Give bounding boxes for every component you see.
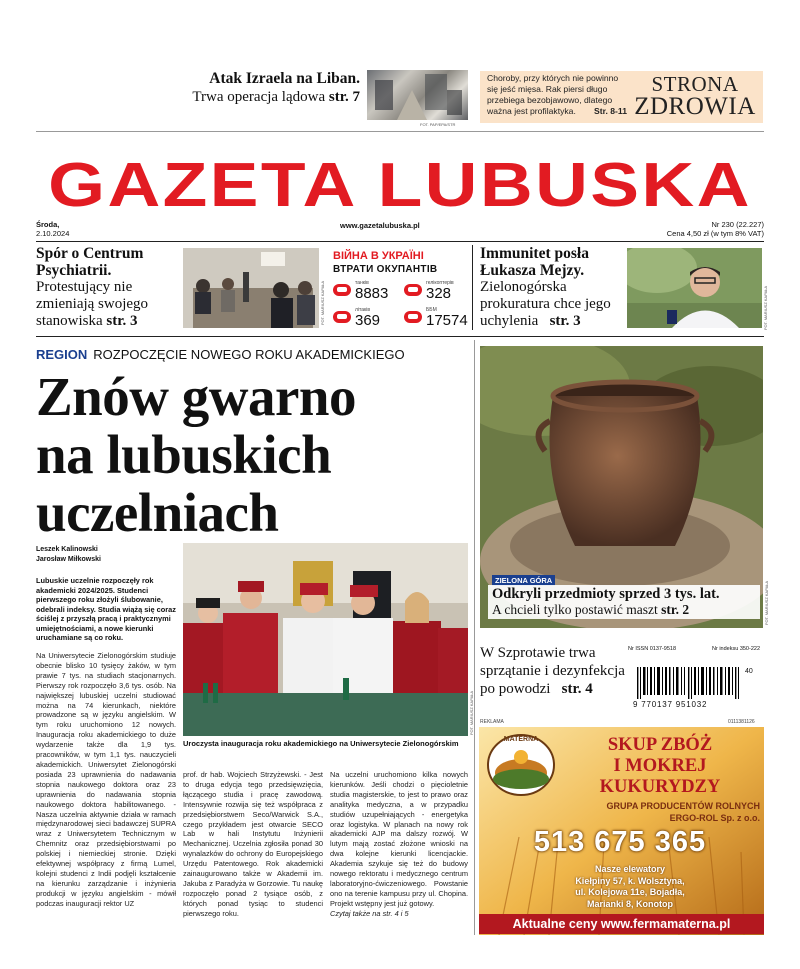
article-column-3: Na uczelni uruchomiono kilka nowych kierunków. Jeśli chodzi o pięcioletnie studia magisterskie, to jest to prawo oraz analityka medyczna, a w przypadku studiów uzupełniających - energetyka oraz logistyka. W planach na nowy rok akademicki AJP ma dalszy rozwój. W lutym mają zostać złożone wnioski na dwa kolejne kierunki licencjackie. Akademia szykuje się też do budowy nowego rektoratu i medycznego centrum laboratoryjno-ćwiczeniowego. Powstanie ono na terenie kampusu przy ul. Chopina. Projekt wstępny jest już gotowy. Czytaj także na str. 4 i 5 xyxy=(330,770,468,918)
top-divider xyxy=(36,131,764,132)
zg-page-ref: str. 2 xyxy=(661,602,690,617)
article-column-1: Na Uniwersytecie Zielonogórskim studiuje obecnie blisko 10 tysięcy żaków, w tym prawie 7 tys. na studiach stacjonarnych. Pierwszy rok rozpoczęło 3,6 tys. osób. Na największej lubuskiej uczelni studiować można na 74 kierunkach, niektóre prowadzone są w języku angielskim. W tym roku uruchomiono 12 nowych. Inauguracja roku akademickiego to duże wydarzenie także dla 1,9 tys. pracowników, w tym 1,1 tys. nauczycieli akademickich. Uniwersytet Zielonogórski posiada 23 uprawnienia do nadawania stopnia naukowego doktora oraz 23 uprawnienia do nadawania stopnia naukowego doktora habilitowanego. - Nasza uczelnia aktywnie działa w ramach międzynarodowej sieci badawczej SUPRA wraz z Uniwersytetem Technicznym w Chemnitz oraz przedsiębiorstwami po polskiej i niemieckiej stronie. Dzięki efektywnej współpracy z firmą Lumel, kolejni studenci z Indii podjęli kształcenie na kierunku zarządzanie i inżynieria produkcji w języku angielskim - mówił podczas inauguracji rektor UZ xyxy=(36,651,176,908)
story2-page-ref: str. 3 xyxy=(549,313,581,329)
war-stat-tanks: танків 8883 xyxy=(333,280,388,301)
war-stat-helicopters: гелікоптерів 328 xyxy=(404,280,454,301)
website-link[interactable]: www.gazetalubuska.pl xyxy=(340,221,420,230)
row-divider xyxy=(36,336,764,337)
masthead-logo[interactable]: GAZETA LUBUSKA xyxy=(48,151,752,220)
teaser-israel[interactable] xyxy=(150,70,360,106)
column-divider xyxy=(474,340,475,935)
armored-vehicle-icon xyxy=(404,311,422,323)
issn: Nr ISSN 0137-9518 xyxy=(628,646,676,652)
ad-label: REKLAMA xyxy=(480,719,504,725)
barcode xyxy=(637,667,743,699)
war-subtitle: ВТРАТИ ОКУПАНТІВ xyxy=(333,264,438,275)
ad-locations: Nasze elewatory Kiełpiny 57, k. Wolsztyna, ul. Kolejowa 11e, Bojadła, Marianki 8, Konotop xyxy=(575,864,685,909)
zielona-gora-tag: ZIELONA GÓRA xyxy=(492,575,555,586)
teaser-page-ref: str. 7 xyxy=(328,89,360,105)
ceremony-illustration xyxy=(183,543,468,736)
region-label: REGION ROZPOCZĘCIE NOWEGO ROKU AKADEMICKIEGO xyxy=(36,347,405,362)
inauguration-photo[interactable] xyxy=(183,543,468,736)
ad-prices-link[interactable]: Aktualne ceny www.fermamaterna.pl xyxy=(479,914,764,934)
story-divider xyxy=(472,245,473,330)
index-number: Nr indeksu 350-222 xyxy=(712,646,761,652)
story-mejza[interactable]: Immunitet posła Łukasza Mejzy. Zielonogórska prokuratura chce jego uchylenia str. 3 xyxy=(480,245,611,329)
story1-page-ref: str. 3 xyxy=(106,313,138,329)
story-sprotawa[interactable]: W Szprotawie trwa sprzątanie i dezynfekcja po powodzi str. 4 xyxy=(480,645,625,697)
teaser-text: Trwa operacja lądowa str. 7 xyxy=(192,89,360,105)
mejza-photo-credit: FOT. MARIUSZ KAPAŁA xyxy=(763,285,768,330)
war-stat-planes: літаків 369 xyxy=(333,307,380,328)
teaser-title: Atak Izraela na Liban. xyxy=(209,70,360,87)
barcode-edition: 40 xyxy=(745,668,753,675)
barcode-graphic xyxy=(637,667,743,699)
war-title: ВІЙНА В УКРАЇНІ xyxy=(333,250,424,262)
tank-icon xyxy=(333,284,351,296)
story-psychiatry[interactable]: Spór o Centrum Psychiatrii. Protestujący nie zmieniają swojego stanowiska str. 3 xyxy=(36,245,149,329)
health-page-ref: Str. 8-11 xyxy=(594,106,627,116)
ad-title: SKUP ZBÓŻ I MOKREJ KUKURYDZY xyxy=(599,735,721,797)
materna-logo xyxy=(486,733,556,797)
plane-icon xyxy=(333,311,351,323)
meeting-photo-credit: FOT. MARIUSZ KAPAŁA xyxy=(320,280,325,325)
portrait-illustration xyxy=(627,248,762,328)
health-teaser-text: Choroby, przy których nie powinno się jeść mięsa. Rak piersi długo przebiega bezobjawowo, dlatego ważna jest profilaktyka. Str. 8-11 xyxy=(487,73,627,116)
authors: Leszek Kalinowski Jarosław Miłkowski xyxy=(36,546,101,563)
zielona-gora-story[interactable]: Odkryli przedmioty sprzed 3 tys. lat. A chcieli tylko postawić maszt str. 2 xyxy=(488,585,760,619)
materna-brand: MATERNA xyxy=(503,736,539,743)
issue-info: Nr 230 (22.227) Cena 4,50 zł (w tym 8% VAT) xyxy=(666,220,764,238)
inauguration-photo-credit: FOT. MARIUSZ KAPAŁA xyxy=(469,690,474,735)
meeting-photo[interactable] xyxy=(183,248,319,328)
teaser-photo-credit: FOT. PAP/EPA/STR xyxy=(420,122,456,127)
barcode-digits: 9 770137 951032 xyxy=(633,700,708,709)
masthead-divider xyxy=(36,241,764,242)
ad-code: 0111381126 xyxy=(728,719,755,725)
issue-date: Środa, 2.10.2024 xyxy=(36,220,70,238)
photo-caption: Uroczysta inauguracja roku akademickiego na Uniwersytecie Zielonogórskim xyxy=(183,739,459,748)
helicopter-icon xyxy=(404,284,422,296)
meeting-illustration xyxy=(183,248,319,328)
sprotawa-page-ref: str. 4 xyxy=(561,681,593,697)
war-stat-armored: ББМ 17574 xyxy=(404,307,468,328)
article-column-2: prof. dr hab. Wojciech Strzyżewski. - Jest to druga edycja tego przedsięwzięcia, łączącego studia i pracę zawodową. Intensywnie rozwija się też współpraca z przedsiębiorstwem Seco/Warwick S.A., czego przykładem jest otwarcie SECO Lab w hali Instytutu Inżynierii Mechanicznej. Uczelnia zgłosiła ponad 30 wynalazków do ochrony do Europejskiego Urzędu Patentowego. Rok akademicki zainaugurowano także w Akademii im. Jakuba z Paradyża w Gorzowie. Tu naukę rozpoczęło ponad 2 tysiące osób, z których ponad tysiąc to studenci pierwszego roku. xyxy=(183,770,323,918)
ad-company: GRUPA PRODUCENTÓW ROLNYCH ERGO-ROL Sp. z o.o. xyxy=(606,801,760,823)
mejza-photo[interactable] xyxy=(627,248,762,328)
lead-paragraph: Lubuskie uczelnie rozpoczęły rok akademicki 2024/2025. Studenci pierwszego roku złożyli ślubowanie, odebrali indeksy. Studia wiążą się coraz ściślej z przyszłą pracą i praktycznymi umiejętnościami, a nowe kierunki uruchamiane są co roku. xyxy=(36,576,176,642)
continue-reading: Czytaj także na str. 4 i 5 xyxy=(330,908,409,918)
ad-phone-number[interactable]: 513 675 365 xyxy=(533,826,707,858)
pot-photo-credit: FOT. MARIUSZ KAPAŁA xyxy=(764,580,769,625)
health-section-title: STRONA ZDROWIA xyxy=(634,72,756,120)
rubble-illustration xyxy=(367,70,468,120)
teaser-photo[interactable] xyxy=(367,70,468,120)
main-headline[interactable]: Znów gwarno na lubuskich uczelniach xyxy=(36,366,356,543)
